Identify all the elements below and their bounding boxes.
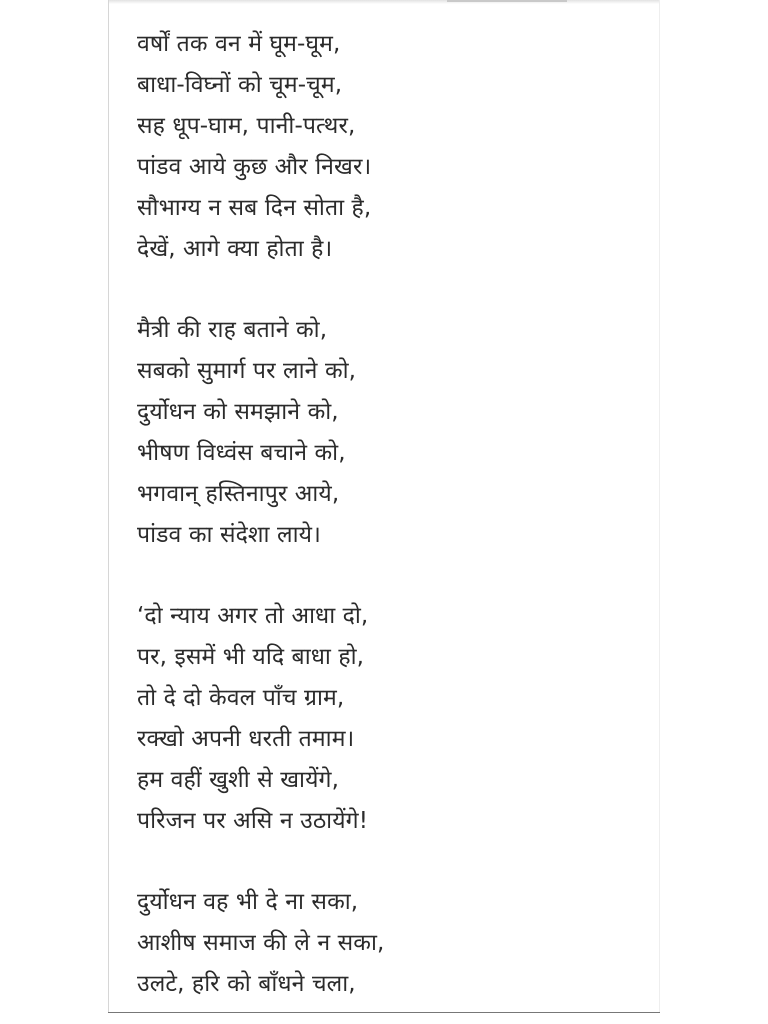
poem-line: भीषण विध्वंस बचाने को,: [137, 440, 346, 466]
poem-line: बाधा-विघ्नों को चूम-चूम,: [137, 72, 343, 98]
bottom-divider: [108, 1012, 660, 1013]
poem-line: सबको सुमार्ग पर लाने को,: [137, 358, 357, 384]
poem-line: सह धूप-घाम, पानी-पत्थर,: [137, 113, 356, 139]
poem-line: पर, इसमें भी यदि बाधा हो,: [137, 644, 365, 670]
poem: [137, 24, 647, 1013]
poem-line: पांडव आये कुछ और निखर।: [137, 154, 372, 180]
poem-line: मैत्री की राह बताने को,: [137, 317, 328, 343]
poem-stanza: [137, 882, 647, 1005]
poem-line: सौभाग्य न सब दिन सोता है,: [137, 195, 372, 221]
poem-line: तो दे दो केवल पाँच ग्राम,: [137, 685, 345, 711]
poem-line: देखें, आगे क्या होता है।: [137, 236, 333, 262]
poem-line: वर्षों तक वन में घूम-घूम,: [137, 31, 341, 57]
poem-line: आशीष समाज की ले न सका,: [137, 930, 385, 956]
poem-line: उलटे, हरि को बाँधने चला,: [137, 971, 356, 997]
poem-line: ‘दो न्याय अगर तो आधा दो,: [137, 603, 369, 629]
poem-line: पांडव का संदेशा लाये।: [137, 522, 321, 548]
poem-line: भगवान् हस्तिनापुर आये,: [137, 481, 340, 507]
poem-line: परिजन पर असि न उठायेंगे!: [137, 808, 369, 834]
poem-line: रक्खो अपनी धरती तमाम।: [137, 726, 355, 752]
poem-stanza: [137, 310, 647, 556]
poem-stanza: [137, 24, 647, 270]
poem-line: दुर्योधन वह भी दे ना सका,: [137, 889, 359, 915]
content-column[interactable]: [108, 0, 660, 1013]
poem-line: दुर्योधन को समझाने को,: [137, 399, 339, 425]
top-bar-tab: [447, 0, 567, 2]
poem-line: हम वहीं खुशी से खायेंगे,: [137, 767, 339, 793]
top-bar: [109, 0, 659, 4]
poem-stanza: [137, 596, 647, 842]
